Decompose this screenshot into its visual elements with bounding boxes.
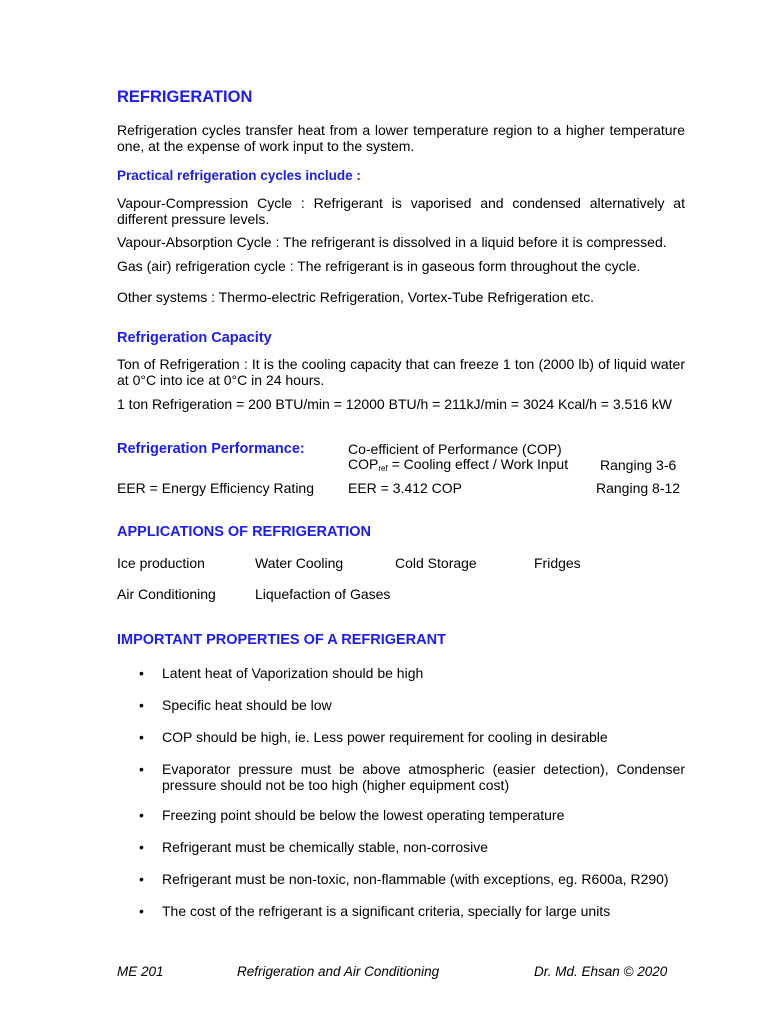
application-item: Air Conditioning — [117, 586, 216, 602]
properties-heading: IMPORTANT PROPERTIES OF A REFRIGERANT — [117, 632, 446, 648]
footer-subject: Refrigeration and Air Conditioning — [237, 964, 440, 979]
eer-formula: EER = 3.412 COP — [348, 480, 463, 496]
list-item-text: Specific heat should be low — [162, 697, 332, 713]
list-item-text: Refrigerant must be chemically stable, non-corrosive — [162, 839, 489, 855]
list-item-text: Latent heat of Vaporization should be high — [162, 665, 424, 681]
cop-subscript: ref — [378, 464, 388, 473]
application-item: Cold Storage — [395, 555, 477, 571]
bullet-icon: • — [139, 839, 144, 855]
intro-paragraph: Refrigeration cycles transfer heat from a lower temperature region to a higher temperature one, at the expense of work input to the system. — [117, 122, 685, 154]
application-item: Fridges — [534, 555, 581, 571]
eer-range: Ranging 8-12 — [596, 480, 681, 496]
list-item-text: Refrigerant must be non-toxic, non-flammable (with exceptions, eg. R600a, R290) — [162, 871, 669, 887]
cop-formula: = Cooling effect / Work Input — [387, 456, 569, 472]
bullet-icon: • — [139, 761, 144, 777]
cop-label: Co-efficient of Performance (COP) — [348, 441, 562, 457]
list-item-text: COP should be high, ie. Less power requirement for cooling in desirable — [162, 729, 608, 745]
cop-symbol: COP — [348, 456, 379, 472]
list-item-text: Evaporator pressure must be above atmospheric (easier detection), Condenser pressure should not be too high (higher equipment cost) — [162, 761, 685, 793]
applications-heading: APPLICATIONS OF REFRIGERATION — [117, 524, 372, 540]
capacity-heading: Refrigeration Capacity — [117, 330, 272, 346]
bullet-icon: • — [139, 807, 144, 823]
cycle-vapour-compression: Vapour-Compression Cycle : Refrigerant is vaporised and condensed alternatively at different pressure levels. — [117, 195, 685, 227]
document-page — [117, 0, 685, 1024]
cycle-vapour-absorption: Vapour-Absorption Cycle : The refrigerant is dissolved in a liquid before it is compressed. — [117, 234, 667, 250]
bullet-icon: • — [139, 665, 144, 681]
cop-formula-line — [348, 456, 568, 472]
ton-definition: Ton of Refrigeration : It is the cooling capacity that can freeze 1 ton (2000 lb) of liquid water at 0°C into ice at 0°C in 24 hours. — [117, 356, 685, 388]
cop-range: Ranging 3-6 — [600, 457, 677, 473]
list-item-text: The cost of the refrigerant is a significant criteria, specially for large units — [162, 903, 611, 919]
eer-label: EER = Energy Efficiency Rating — [117, 480, 315, 496]
list-item-text: Freezing point should be below the lowest operating temperature — [162, 807, 565, 823]
page-title: REFRIGERATION — [117, 88, 253, 106]
application-item: Liquefaction of Gases — [255, 586, 391, 602]
practical-cycles-heading: Practical refrigeration cycles include : — [117, 168, 361, 183]
performance-heading: Refrigeration Performance: — [117, 441, 305, 457]
bullet-icon: • — [139, 729, 144, 745]
other-systems: Other systems : Thermo-electric Refrigeration, Vortex-Tube Refrigeration etc. — [117, 289, 594, 305]
bullet-icon: • — [139, 903, 144, 919]
ton-equivalence: 1 ton Refrigeration = 200 BTU/min = 12000 BTU/h = 211kJ/min = 3024 Kcal/h = 3.516 kW — [117, 396, 672, 412]
bullet-icon: • — [139, 871, 144, 887]
application-item: Water Cooling — [255, 555, 344, 571]
bullet-icon: • — [139, 697, 144, 713]
cycle-gas-air: Gas (air) refrigeration cycle : The refrigerant is in gaseous form throughout the cycle. — [117, 258, 641, 274]
footer-author: Dr. Md. Ehsan © 2020 — [534, 964, 668, 979]
application-item: Ice production — [117, 555, 205, 571]
footer-course: ME 201 — [117, 964, 164, 979]
